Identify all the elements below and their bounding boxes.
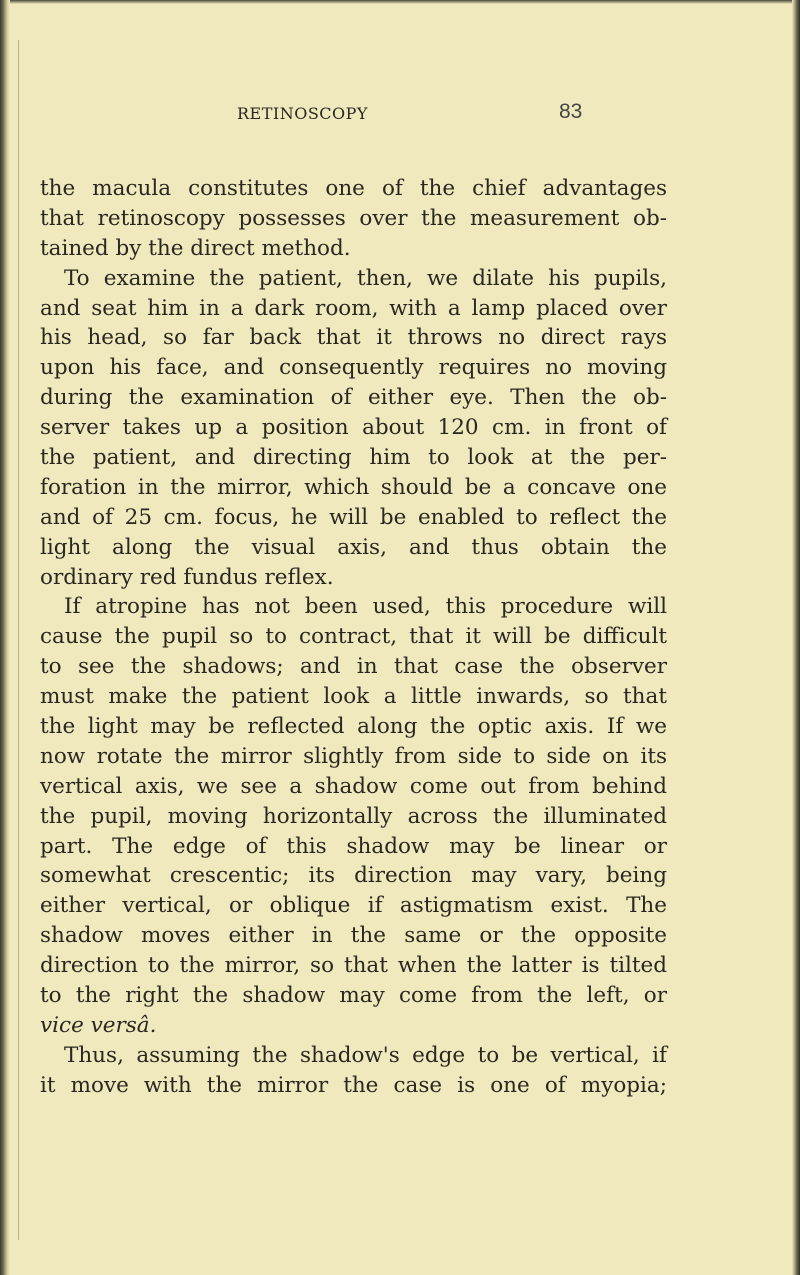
text-line: ordinary red fundus reflex. <box>40 564 334 590</box>
text-line: now rotate the mirror slightly from side to side on its <box>40 743 667 769</box>
text-line: either vertical, or oblique if astigmatism exist. The <box>40 893 667 919</box>
text-line: part. The edge of this shadow may be linear or <box>40 833 667 859</box>
text-line: upon his face, and consequently requires no moving <box>40 355 667 381</box>
text-line: cause the pupil so to contract, that it will be difficult <box>40 624 667 650</box>
text-line: and of 25 cm. focus, he will be enabled to reflect the <box>40 504 667 530</box>
text-line: tained by the direct method. <box>40 235 351 261</box>
text-line: the patient, and directing him to look at the per- <box>40 445 667 471</box>
running-head: RETINOSCOPY <box>237 104 368 123</box>
binding-line <box>18 40 19 1240</box>
text-line: shadow moves either in the same or the opposite <box>40 923 667 949</box>
text-line: during the examination of either eye. Then the ob- <box>40 385 667 411</box>
book-binding-edge <box>0 0 10 1275</box>
page-number: 83 <box>559 100 583 123</box>
text-line: the pupil, moving horizontally across the illuminated <box>40 803 667 829</box>
paragraph-start-line: If atropine has not been used, this procedure will <box>64 594 667 620</box>
text-line: to the right the shadow may come from the left, or <box>40 983 667 1009</box>
text-line: the light may be reflected along the optic axis. If we <box>40 714 667 740</box>
text-line: direction to the mirror, so that when the latter is tilted <box>40 953 667 979</box>
text-line: his head, so far back that it throws no direct rays <box>40 325 667 351</box>
page-header <box>0 100 800 130</box>
text-line: to see the shadows; and in that case the observer <box>40 654 667 680</box>
paragraph-start-line: Thus, assuming the shadow's edge to be vertical, if <box>64 1042 667 1068</box>
text-line: foration in the mirror, which should be a concave one <box>40 474 667 500</box>
text-line: light along the visual axis, and thus obtain the <box>40 534 667 560</box>
text-line: somewhat crescentic; its direction may vary, being <box>40 863 667 889</box>
italic-text-line: vice versâ. <box>40 1012 157 1038</box>
text-line: that retinoscopy possesses over the measurement ob- <box>40 205 667 231</box>
page-top-edge <box>0 0 800 4</box>
text-line: must make the patient look a little inwards, so that <box>40 684 667 710</box>
page-right-edge <box>792 0 800 1275</box>
text-line: the macula constitutes one of the chief advantages <box>40 176 667 201</box>
paragraph-start-line: To examine the patient, then, we dilate his pupils, <box>64 265 667 291</box>
text-line: and seat him in a dark room, with a lamp placed over <box>40 295 667 321</box>
text-line: vertical axis, we see a shadow come out from behind <box>40 773 667 799</box>
body-text <box>40 174 667 1101</box>
text-line: it move with the mirror the case is one of myopia; <box>40 1072 667 1098</box>
text-line: server takes up a position about 120 cm. in front of <box>40 415 667 441</box>
